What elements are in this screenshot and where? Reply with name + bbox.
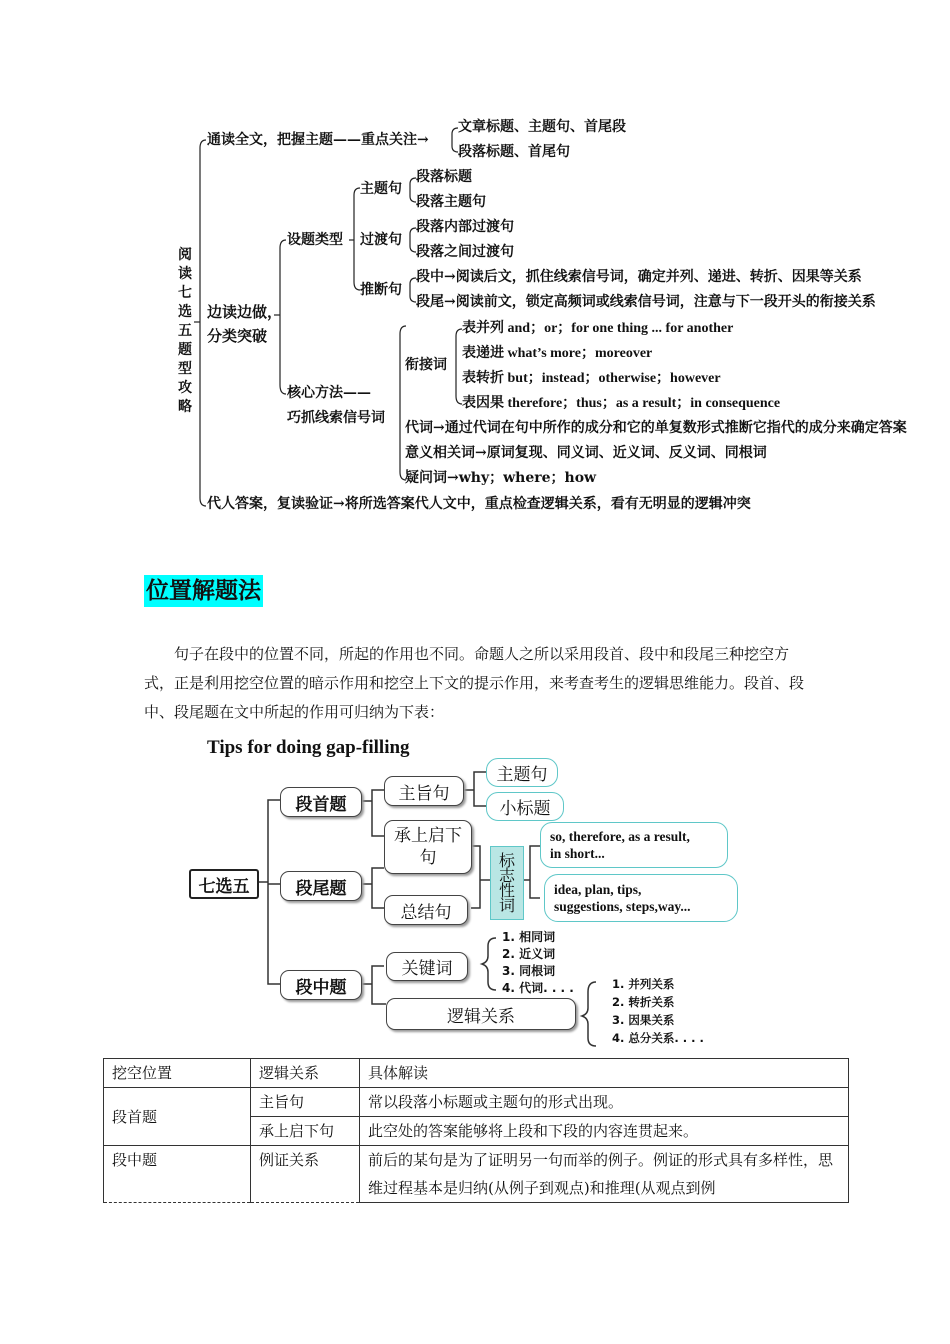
transition-item: 段落内部过渡句 (416, 219, 514, 235)
connective-item: 表并列 and；or；for one thing ... for another (462, 320, 734, 336)
table-cell: 此空处的答案能够将上段和下段的内容连贯起来。 (360, 1117, 849, 1146)
inference-label: 推断句 (360, 282, 402, 298)
topic-node: 主题句 (486, 758, 558, 787)
keywords-node: 关键词 (386, 952, 468, 981)
summary-node: 总结句 (384, 895, 468, 925)
table-header: 逻辑关系 (251, 1059, 360, 1088)
mindmap-title: 阅 读 七 选 五 题 型 攻 略 (178, 247, 192, 415)
pronoun-clue: 代词→通过代词在句中所作的成分和它的单复数形式推断它指代的成分来确定答案 (405, 420, 907, 436)
question-types: 设题类型 (287, 232, 343, 248)
table-cell: 例证关系 (251, 1146, 360, 1203)
table-row (104, 1088, 849, 1117)
table-header: 挖空位置 (104, 1059, 251, 1088)
table-cell: 段中题 (104, 1146, 251, 1203)
topic-sentence-label: 主题句 (360, 181, 402, 197)
transition-item: 段落之间过渡句 (416, 244, 514, 260)
connectives-label: 衔接词 (405, 357, 447, 373)
step-read-through: 通读全文，把握主题——重点关注→ (207, 132, 429, 148)
table-header-row (104, 1059, 849, 1088)
inference-item: 段中→阅读后文，抓住线索信号词，确定并列、递进、转折、因果等关系 (416, 269, 862, 285)
table-cell: 段首题 (104, 1088, 251, 1146)
logic-list: 1. 并列关系 2. 转折关系 3. 因果关系 4. 总分关系. . . . (612, 977, 704, 1045)
table-cell: 承上启下句 (251, 1117, 360, 1146)
connective-item: 表递进 what’s more；moreover (462, 345, 653, 361)
position-table (103, 1058, 849, 1203)
connective-item: 表转折 but；instead；otherwise；however (462, 370, 721, 386)
table-row (104, 1146, 849, 1203)
last-node: 段尾题 (280, 871, 362, 901)
link-node: 承上启下句 (384, 820, 472, 874)
step1-item: 文章标题、主题句、首尾段 (458, 119, 626, 135)
intro-paragraph: 句子在段中的位置不同，所起的作用也不同。命题人之所以采用段首、段中和段尾三种挖空方式，正是利用挖空位置的暗示作用和挖空上下文的提示作用，来考查考生的逻辑思维能力。段首、段中、段尾题在文中所起的作用可归纳为下表： (144, 645, 805, 721)
root-node: 七选五 (189, 869, 259, 899)
topic-item: 段落标题 (416, 169, 472, 185)
table-cell: 主旨句 (251, 1088, 360, 1117)
signal-words-box-2: idea, plan, tips, suggestions, steps,way... (544, 874, 738, 922)
table-cell: 前后的某句是为了证明另一句而举的例子。例证的形式具有多样性，思维过程基本是归纳(从例子到观点)和推理(从观点到例 (360, 1146, 849, 1203)
main-idea-node: 主旨句 (384, 776, 464, 806)
section-heading: 位置解题法 (144, 575, 263, 607)
transition-label: 过渡句 (360, 232, 402, 248)
middle-node: 段中题 (280, 970, 362, 1000)
first-node: 段首题 (280, 787, 362, 817)
topic-item: 段落主题句 (416, 194, 486, 210)
logic-node: 逻辑关系 (386, 998, 576, 1030)
signal-words-box-1: so, therefore, as a result, in short... (540, 822, 728, 868)
step-verify: 代人答案，复读验证→将所选答案代人文中，重点检查逻辑关系，看有无明显的逻辑冲突 (207, 496, 751, 512)
signal-word-node: 标志性词 (490, 846, 524, 920)
table-cell: 常以段落小标题或主题句的形式出现。 (360, 1088, 849, 1117)
keyword-list: 1. 相同词 2. 近义词 3. 同根词 4. 代词. . . . (502, 930, 574, 995)
step1-item: 段落标题、首尾句 (458, 144, 570, 160)
inference-item: 段尾→阅读前文，锁定高频词或线索信号词，注意与下一段开头的衔接关系 (416, 294, 876, 310)
step-read-and-do: 边读边做， 分类突破 (207, 303, 283, 345)
diagram-title: Tips for doing gap-filling (207, 737, 410, 758)
subtitle-node: 小标题 (486, 792, 564, 821)
connective-item: 表因果 therefore；thus；as a result；in consequence (462, 395, 781, 411)
core-method: 核心方法—— 巧抓线索信号词 (287, 385, 385, 426)
question-words-clue: 疑问词→why；where；how (405, 470, 597, 486)
related-words-clue: 意义相关词→原词复现、同义词、近义词、反义词、同根词 (405, 445, 767, 461)
table-header: 具体解读 (360, 1059, 849, 1088)
